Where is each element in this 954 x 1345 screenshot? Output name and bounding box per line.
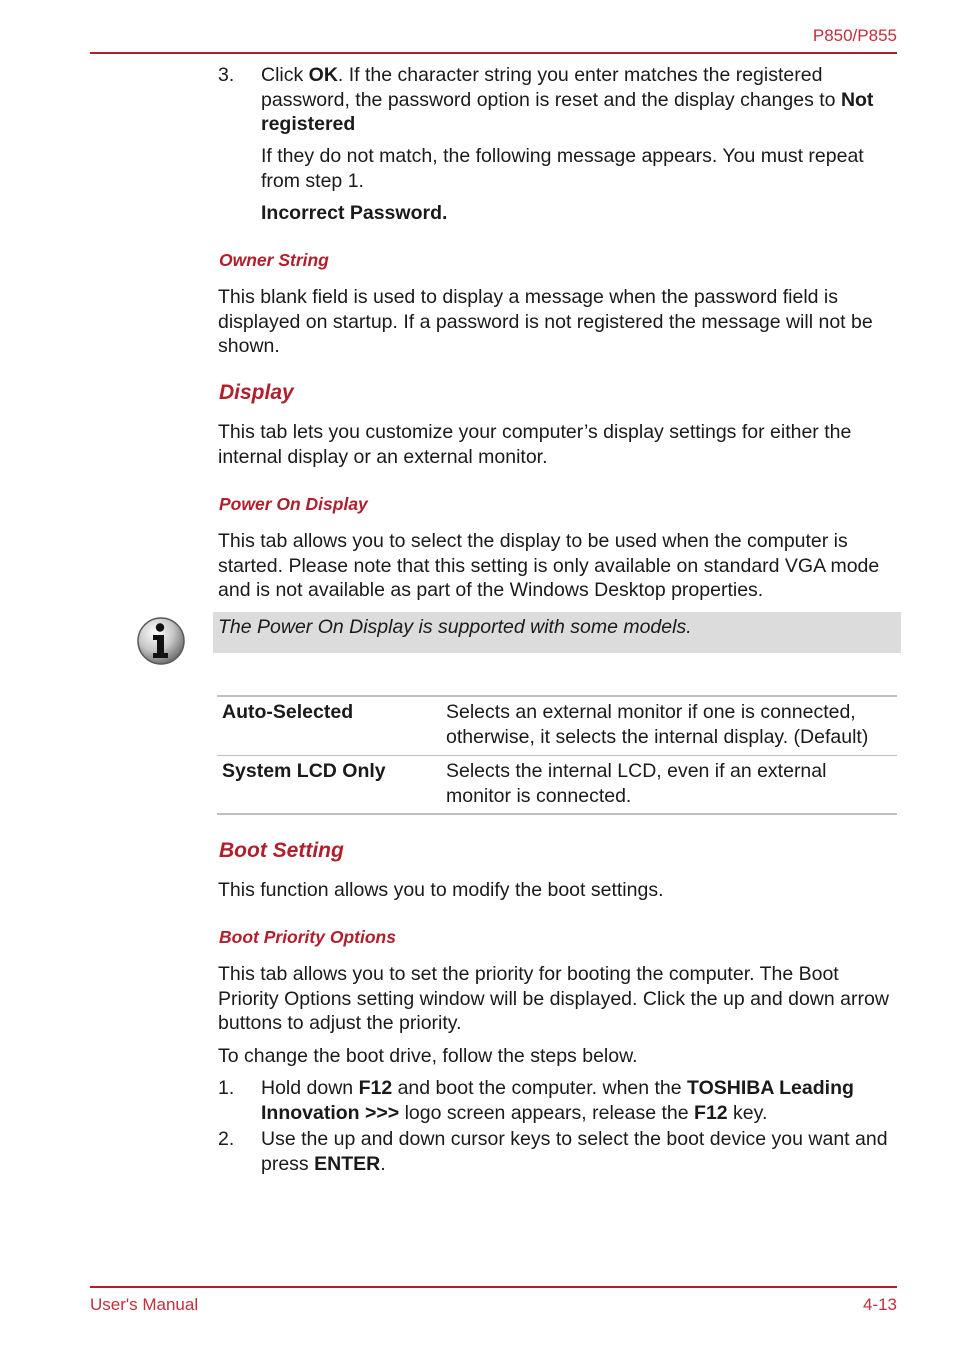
heading-boot-setting: Boot Setting — [219, 839, 344, 862]
heading-owner-string: Owner String — [219, 250, 329, 270]
table-top-rule — [217, 695, 897, 697]
owner-string-body: This blank field is used to display a message when the password field is displayed on startup. If a password is not registered the message will not be shown. — [218, 286, 873, 357]
step-number: 3. — [218, 64, 235, 86]
step-text: Click OK. If the character string you enter matches the registered password, the password option is reset and the display changes to Not registered — [261, 64, 874, 135]
power-on-display-body: This tab allows you to select the display to be used when the computer is started. Please note that this setting is only available on standard VGA mode and is not available as part of the Windows Desktop properties. — [218, 530, 880, 601]
table-row-option: System LCD Only — [222, 760, 386, 782]
table-row-description: Selects the internal LCD, even if an external monitor is connected. — [446, 760, 827, 807]
step-number: 2. — [218, 1128, 235, 1150]
table-bottom-rule — [217, 813, 897, 815]
footer-rule — [90, 1286, 897, 1288]
display-body: This tab lets you customize your computer’s display settings for either the internal display or an external monitor. — [218, 421, 852, 468]
heading-display: Display — [219, 381, 294, 404]
footer-manual-title: User's Manual — [90, 1295, 199, 1314]
header-model: P850/P855 — [812, 26, 897, 45]
incorrect-password-message: Incorrect Password. — [261, 202, 448, 224]
footer-page-number: 4-13 — [862, 1295, 897, 1314]
info-icon — [136, 616, 186, 666]
boot-setting-body: This function allows you to modify the boot settings. — [218, 879, 664, 901]
step-number: 1. — [218, 1077, 235, 1099]
note-text: The Power On Display is supported with some models. — [218, 616, 692, 638]
boot-priority-intro: To change the boot drive, follow the steps below. — [218, 1045, 638, 1067]
mismatch-text: If they do not match, the following message appears. You must repeat from step 1. — [261, 145, 864, 192]
step-text: Hold down F12 and boot the computer. when the TOSHIBA Leading Innovation >>> logo screen appears, release the F12 key. — [261, 1077, 854, 1124]
boot-priority-body: This tab allows you to set the priority for booting the computer. The Boot Priority Options setting window will be displayed. Click the up and down arrow buttons to adjust the priority. — [218, 963, 889, 1034]
heading-power-on-display: Power On Display — [219, 494, 368, 514]
table-row-description: Selects an external monitor if one is connected, otherwise, it selects the internal display. (Default) — [446, 701, 869, 748]
table-row-option: Auto-Selected — [222, 701, 354, 723]
heading-boot-priority-options: Boot Priority Options — [219, 927, 396, 947]
header-rule — [90, 52, 897, 54]
table-row-rule — [217, 755, 897, 756]
step-text: Use the up and down cursor keys to select the boot device you want and press ENTER. — [261, 1128, 888, 1175]
